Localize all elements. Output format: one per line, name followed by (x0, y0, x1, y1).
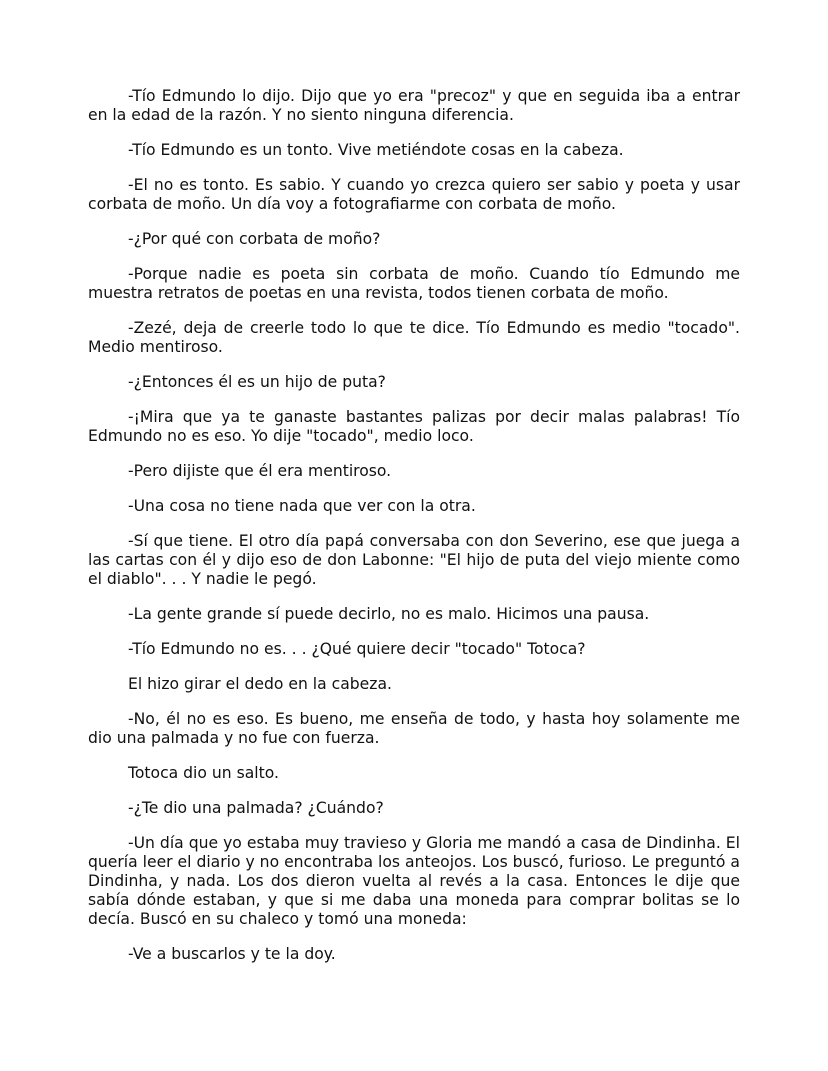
paragraph: Totoca dio un salto. (128, 764, 279, 782)
paragraph: -Tío Edmundo es un tonto. Vive metiéndote cosas en la cabeza. (128, 141, 624, 159)
paragraph: -Una cosa no tiene nada que ver con la otra. (128, 497, 476, 515)
paragraph: -El no es tonto. Es sabio. Y cuando yo crezca quiero ser sabio y poeta y usar corbata de moño. Un día voy a fotografiarme con corbata de moño. (88, 176, 740, 213)
paragraph: -La gente grande sí puede decirlo, no es malo. Hicimos una pausa. (128, 605, 650, 623)
paragraph: -Ve a buscarlos y te la doy. (128, 945, 336, 963)
paragraph: -Sí que tiene. El otro día papá conversaba con don Severino, ese que juega a las cartas con él y dijo eso de don Labonne: "El hijo de puta del viejo miente como el diablo". . . Y nadie le pegó. (88, 532, 740, 588)
paragraph: -¿Te dio una palmada? ¿Cuándo? (128, 799, 384, 817)
paragraph: -¡Mira que ya te ganaste bastantes palizas por decir malas palabras! Tío Edmundo no es eso. Yo dije "tocado", medio loco. (88, 408, 740, 445)
paragraph: -Porque nadie es poeta sin corbata de moño. Cuando tío Edmundo me muestra retratos de poetas en una revista, todos tienen corbata de moño. (88, 265, 740, 302)
document-page (88, 87, 740, 980)
paragraph: -Pero dijiste que él era mentiroso. (128, 462, 392, 480)
paragraph: -¿Por qué con corbata de moño? (128, 230, 381, 248)
paragraph: -Zezé, deja de creerle todo lo que te dice. Tío Edmundo es medio "tocado". Medio mentiroso. (88, 319, 740, 356)
paragraph: -¿Entonces él es un hijo de puta? (128, 373, 386, 391)
paragraph: -Un día que yo estaba muy travieso y Gloria me mandó a casa de Dindinha. El quería leer el diario y no encontraba los anteojos. Los buscó, furioso. Le preguntó a Dindinha, y nada. Los dos dieron vuelta al revés a la casa. Entonces le dije que sabía dónde estaban, y que si me daba una moneda para comprar bolitas se lo decía. Buscó en su chaleco y tomó una moneda: (88, 834, 740, 928)
paragraph: -Tío Edmundo lo dijo. Dijo que yo era "precoz" y que en seguida iba a entrar en la edad de la razón. Y no siento ninguna diferencia. (88, 87, 740, 124)
paragraph: -No, él no es eso. Es bueno, me enseña de todo, y hasta hoy solamente me dio una palmada y no fue con fuerza. (88, 710, 740, 747)
paragraph: El hizo girar el dedo en la cabeza. (128, 675, 392, 693)
paragraph: -Tío Edmundo no es. . . ¿Qué quiere decir "tocado" Totoca? (128, 640, 586, 658)
